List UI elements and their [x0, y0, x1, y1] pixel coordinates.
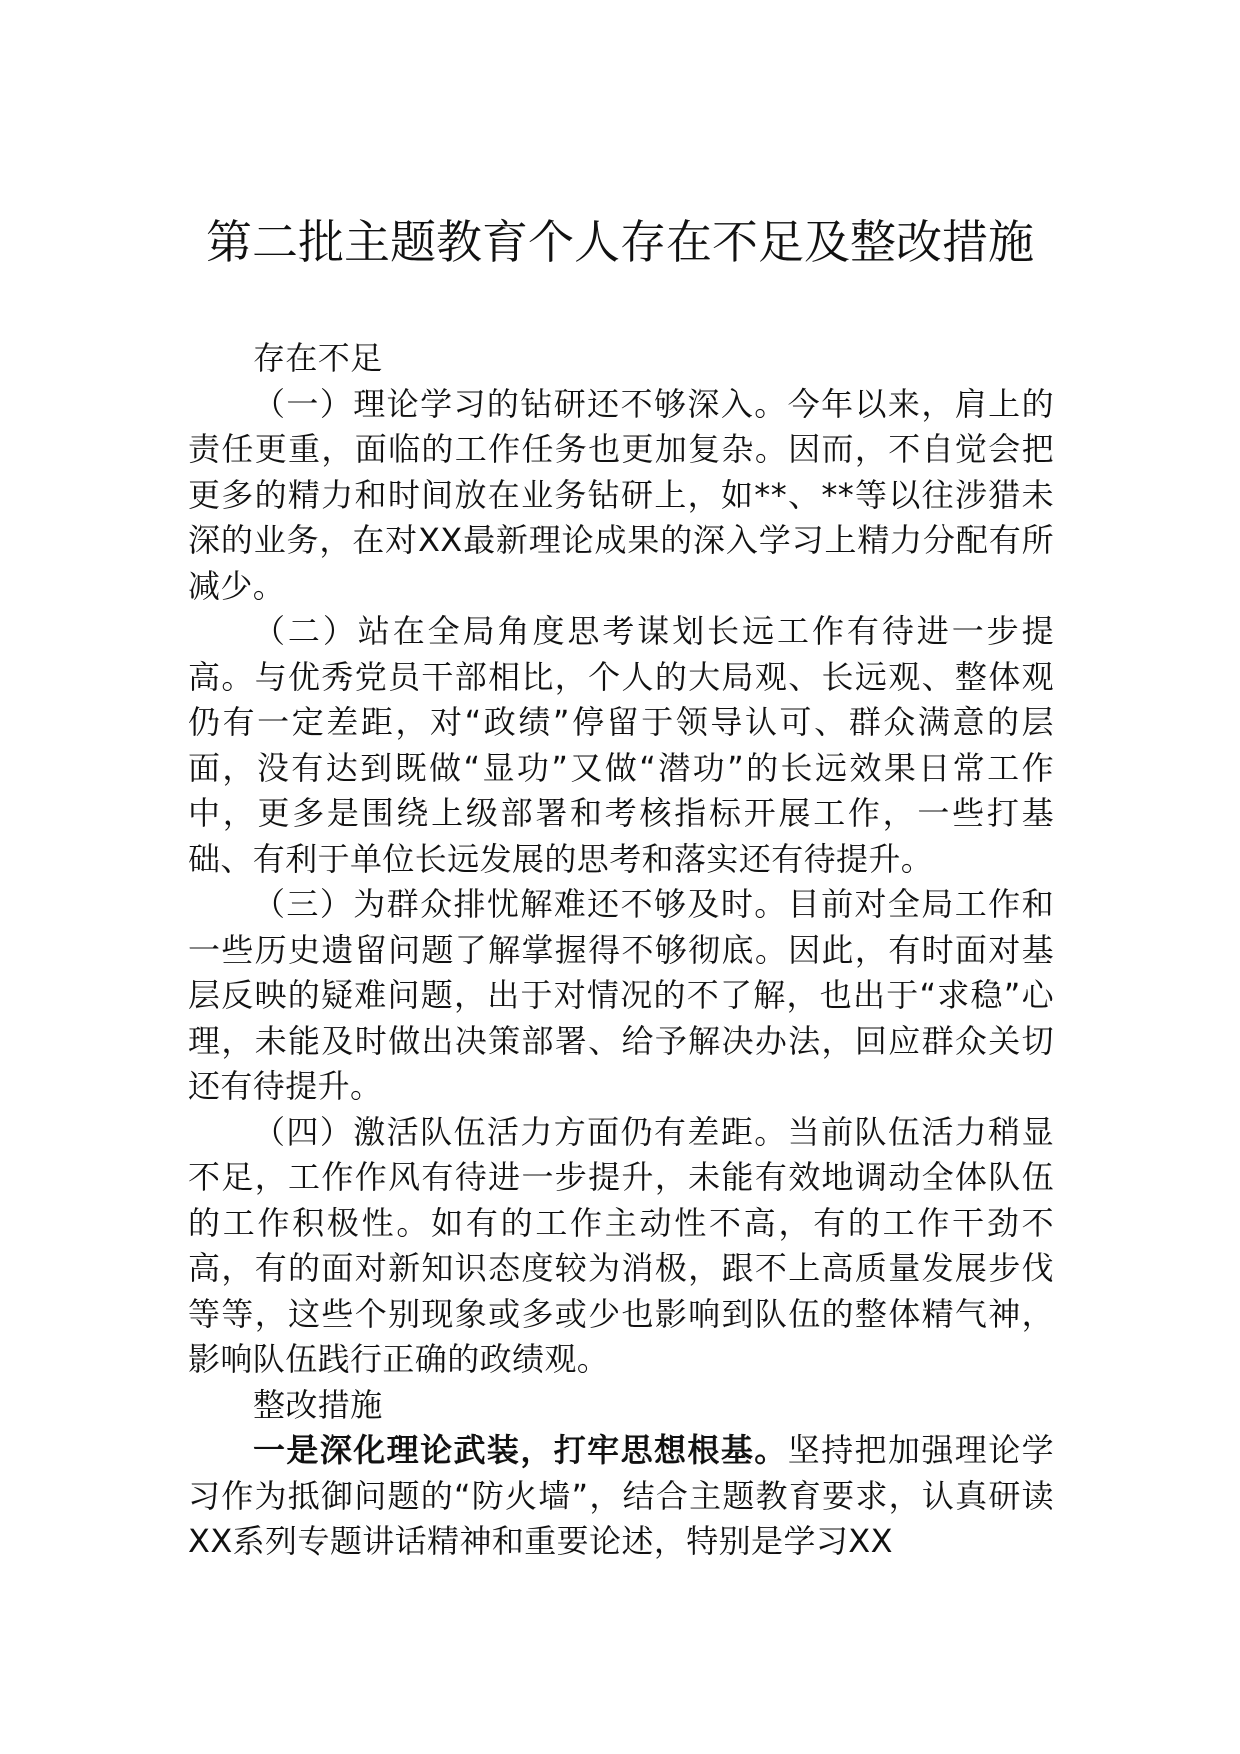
shortcoming-paragraph-2: （二）站在全局角度思考谋划长远工作有待进一步提高。与优秀党员干部相比，个人的大局观、长远观、整体观仍有一定差距，对“政绩”停留于领导认可、群众满意的层面，没有达到既做“显功”又做“潜功”的长远效果日常工作中，更多是围绕上级部署和考核指标开展工作，一些打基础、有利于单位长远发展的思考和落实还有待提升。 [188, 612, 1054, 878]
document-title: 第二批主题教育个人存在不足及整改措施 [206, 215, 1034, 269]
section-heading-measures: 整改措施 [253, 1385, 383, 1424]
measure-1-lead: 一是深化理论武装，打牢思想根基。 [253, 1431, 788, 1469]
shortcoming-paragraph-3: （三）为群众排忧解难还不够及时。目前对全局工作和一些历史遗留问题了解掌握得不够彻底。因此，有时面对基层反映的疑难问题，出于对情况的不了解，也出于“求稳”心理，未能及时做出决策部署、给予解决办法，回应群众关切还有待提升。 [188, 885, 1054, 1105]
shortcoming-paragraph-1: （一）理论学习的钻研还不够深入。今年以来，肩上的责任更重，面临的工作任务也更加复杂。因而，不自觉会把更多的精力和时间放在业务钻研上，如**、**等以往涉猎未深的业务，在对XX最新理论成果的深入学习上精力分配有所减少。 [188, 384, 1054, 605]
measure-paragraph-1 [188, 1428, 1054, 1565]
section-heading-shortcomings: 存在不足 [253, 339, 383, 377]
measure-1-text: 坚持把加强理论学习作为抵御问题的“防火墙”，结合主题教育要求，认真研读XX系列专题讲话精神和重要论述，特别是学习XX [188, 1431, 1055, 1560]
shortcoming-paragraph-4: （四）激活队伍活力方面仍有差距。当前队伍活力稍显不足，工作作风有待进一步提升，未能有效地调动全体队伍的工作积极性。如有的工作主动性不高，有的工作干劲不高，有的面对新知识态度较为消极，跟不上高质量发展步伐等等，这些个别现象或多或少也影响到队伍的整体精气神，影响队伍践行正确的政绩观。 [188, 1112, 1054, 1378]
document-body [188, 336, 1054, 1565]
